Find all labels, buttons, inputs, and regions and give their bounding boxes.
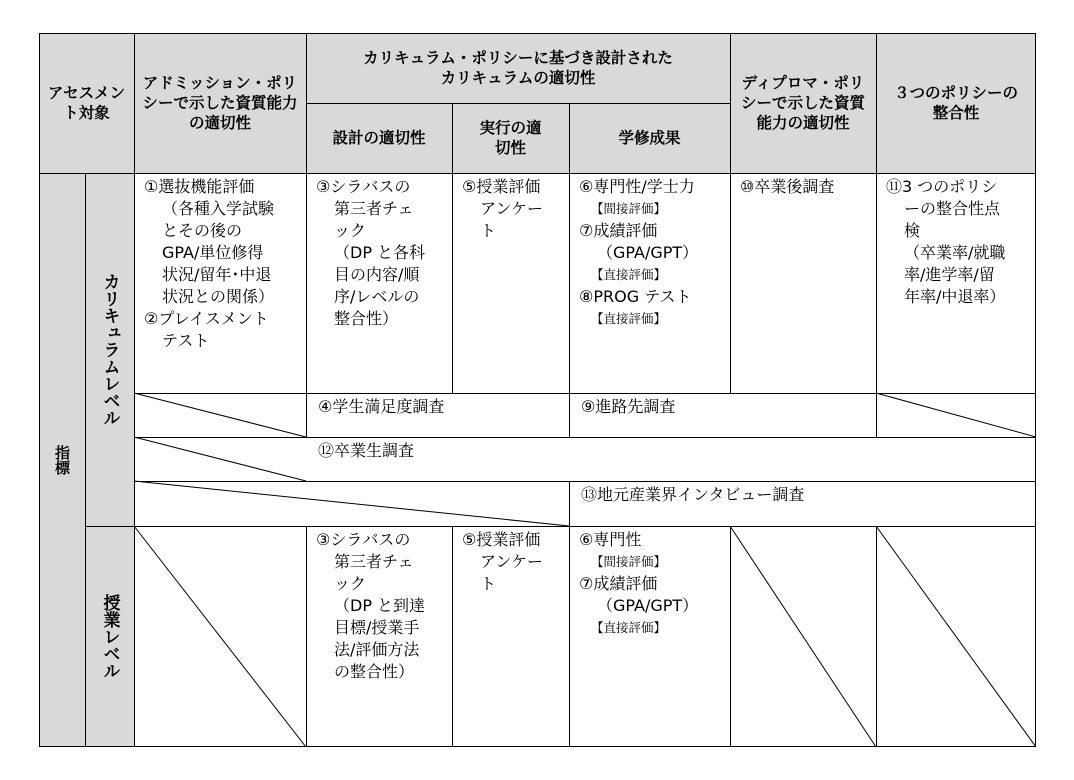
curr-design-detail-2: 目の内容/順 — [334, 265, 420, 284]
admission-detail-1: （各種入学試験 — [162, 199, 275, 218]
curr-out-item2: ⑦成績評価 — [579, 221, 658, 240]
admission-detail-3: GPA/単位修得 — [162, 243, 264, 262]
survey-local-industry-text: ⑬地元産業界インタビュー調査 — [581, 485, 805, 504]
diagonal-admission-alumni — [134, 437, 306, 481]
curr-design-line1b: 第三者チェ — [334, 199, 414, 218]
class-design-line1: ③シラバスの — [316, 530, 411, 549]
header-learning-outcomes-text: 学修成果 — [618, 129, 681, 147]
curr-exec-line1: ⑤授業評価 — [462, 177, 541, 196]
header-diploma-text: ディプロマ・ポリシーで示した資質能力の適切性 — [740, 74, 865, 132]
admission-item1: ①選抜機能評価 — [144, 177, 255, 196]
curr-design-detail-1: （DP と各科 — [334, 243, 426, 262]
curr-pol-detail-2: 率/進学率/留 — [904, 265, 995, 284]
survey-alumni-text: ⑫卒業生調査 — [318, 441, 415, 460]
class-out-item2-tag: 【直接評価】 — [591, 620, 667, 635]
row-label-indicator-text: 指標 — [53, 445, 71, 475]
header-execution-text: 実行の適切性 — [479, 119, 542, 157]
curr-diploma-line1: ⑩卒業後調査 — [740, 177, 835, 196]
table-grid-lines — [39, 33, 1036, 747]
curr-pol-detail-3: 年率/中退率） — [904, 287, 1006, 306]
diagonal-admission-satisfaction — [134, 393, 306, 437]
curr-out-item1-tag: 【間接評価】 — [591, 201, 667, 216]
admission-detail-5: 状況との関係） — [162, 287, 275, 306]
assessment-table — [39, 33, 1036, 747]
curr-exec-line1b: アンケー — [480, 199, 544, 218]
survey-career-text: ⑨進路先調査 — [581, 397, 676, 416]
curr-exec-line1c: ト — [480, 221, 497, 240]
curr-out-item2-tag: 【直接評価】 — [591, 267, 667, 282]
header-admission-text: アドミッション・ポリシーで示した資質能力の適切性 — [142, 74, 298, 132]
row-label-class-level-text: 授業レベル — [99, 594, 120, 679]
curr-pol-detail-1: （卒業率/就職 — [904, 243, 1006, 262]
class-design-detail-4: の整合性） — [334, 662, 415, 681]
admission-item2: ②プレイスメント — [144, 309, 269, 328]
header-curriculum-group-text: カリキュラム・ポリシーに基づき設計されたカリキュラムの適切性 — [363, 49, 673, 87]
curr-out-item2-sub: （GPA/GPT） — [597, 243, 699, 262]
admission-detail-2: とその後の — [162, 221, 243, 240]
class-out-item2: ⑦成績評価 — [579, 574, 658, 593]
class-design-detail-1: （DP と到達 — [334, 596, 426, 615]
diagonal-policies-satisfaction — [876, 393, 1036, 437]
class-exec-line1b: アンケー — [480, 552, 544, 571]
class-out-item1: ⑥専門性 — [579, 530, 642, 549]
curr-out-item3: ⑧PROG テスト — [579, 287, 692, 306]
class-design-line1b: 第三者チェ — [334, 552, 414, 571]
survey-student-satisfaction-text: ④学生満足度調査 — [318, 397, 445, 416]
admission-detail-4: 状況/留年･中退 — [162, 265, 272, 284]
row-label-curriculum-level-text: カリキュラムレベル — [99, 273, 120, 426]
admission-item2-cont: テスト — [162, 331, 210, 350]
curr-design-line1: ③シラバスの — [316, 177, 411, 196]
diagonal-local-industry-left — [134, 481, 569, 526]
class-exec-line1c: ト — [480, 574, 497, 593]
diagonal-class-diploma — [730, 526, 876, 747]
curr-design-detail-4: 整合性） — [334, 309, 399, 328]
outer-border — [40, 34, 1036, 747]
curr-design-line1c: ック — [334, 221, 367, 240]
curr-pol-line1: ⑪3 つのポリシ — [886, 177, 998, 196]
class-out-item2-sub: （GPA/GPT） — [597, 596, 699, 615]
curr-pol-line1c: 検 — [904, 221, 921, 240]
class-design-detail-3: 法/評価方法 — [334, 640, 420, 659]
curr-out-item3-tag: 【直接評価】 — [591, 311, 667, 326]
header-three-policies-text: ３つのポリシーの整合性 — [893, 84, 1018, 122]
diagonal-class-policies — [876, 526, 1036, 747]
header-assessment-target-text: アセスメント対象 — [47, 84, 126, 122]
curr-out-item1: ⑥専門性/学士力 — [579, 177, 695, 196]
class-design-line1c: ック — [334, 574, 367, 593]
diagonal-class-admission — [134, 526, 306, 747]
curr-pol-line1b: ーの整合性点 — [904, 199, 1001, 218]
class-design-detail-2: 目標/授業手 — [334, 618, 420, 637]
class-exec-line1: ⑤授業評価 — [462, 530, 541, 549]
header-design-text: 設計の適切性 — [332, 129, 426, 147]
class-out-item1-tag: 【間接評価】 — [591, 554, 667, 569]
curr-design-detail-3: 序/レベルの — [334, 287, 420, 306]
